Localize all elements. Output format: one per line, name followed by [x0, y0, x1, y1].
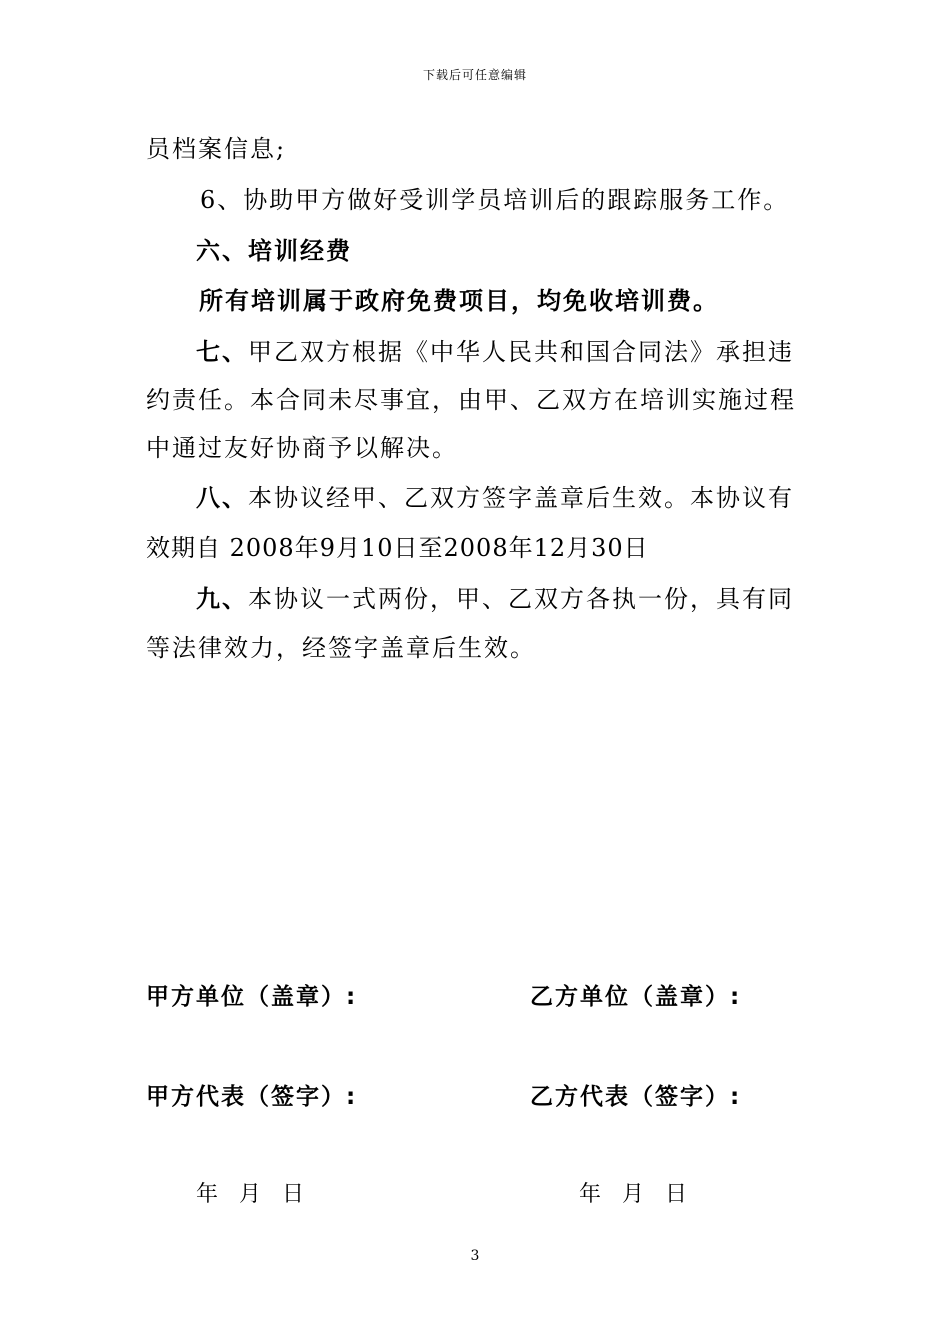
section-9-text: 本协议一式两份，甲、乙双方各执一份，具有同	[248, 585, 794, 613]
section-7-label: 七、	[196, 338, 248, 366]
section-6-heading: 六、培训经费	[196, 237, 352, 265]
section-6-text: 所有培训属于政府免费项目，均免收培训费。	[199, 287, 719, 315]
party-a-unit-label: 甲方单位（盖章）:	[146, 984, 358, 1010]
section-8-label: 八、	[196, 484, 248, 512]
section-7-text: 甲乙双方根据《中华人民共和国合同法》承担违	[248, 338, 794, 366]
page-header: 下载后可任意编辑	[422, 68, 527, 82]
party-b-date: 年 月 日	[579, 1182, 687, 1207]
page-number: 3	[470, 1248, 480, 1264]
section-8-line-2: 效期自 2008年9月10日至2008年12月30日	[146, 534, 649, 562]
section-9-label: 九、	[196, 585, 248, 613]
party-a-rep-label: 甲方代表（签字）:	[146, 1084, 358, 1110]
body-line-1: 员档案信息;	[146, 135, 287, 163]
section-9-line-1	[196, 583, 794, 615]
section-7-line-1	[196, 336, 794, 368]
party-a-date: 年 月 日	[196, 1182, 304, 1207]
section-8-text: 本协议经甲、乙双方签字盖章后生效。本协议有	[248, 484, 794, 512]
party-b-rep-label: 乙方代表（签字）:	[530, 1084, 742, 1110]
party-b-unit-label: 乙方单位（盖章）:	[530, 984, 742, 1010]
section-8-line-1	[196, 482, 794, 514]
section-7-line-2: 约责任。本合同未尽事宜，由甲、乙双方在培训实施过程	[146, 386, 796, 414]
item-6: 6、协助甲方做好受训学员培训后的跟踪服务工作。	[200, 186, 790, 214]
section-7-line-3: 中通过友好协商予以解决。	[146, 434, 458, 462]
section-9-line-2: 等法律效力，经签字盖章后生效。	[146, 634, 536, 662]
